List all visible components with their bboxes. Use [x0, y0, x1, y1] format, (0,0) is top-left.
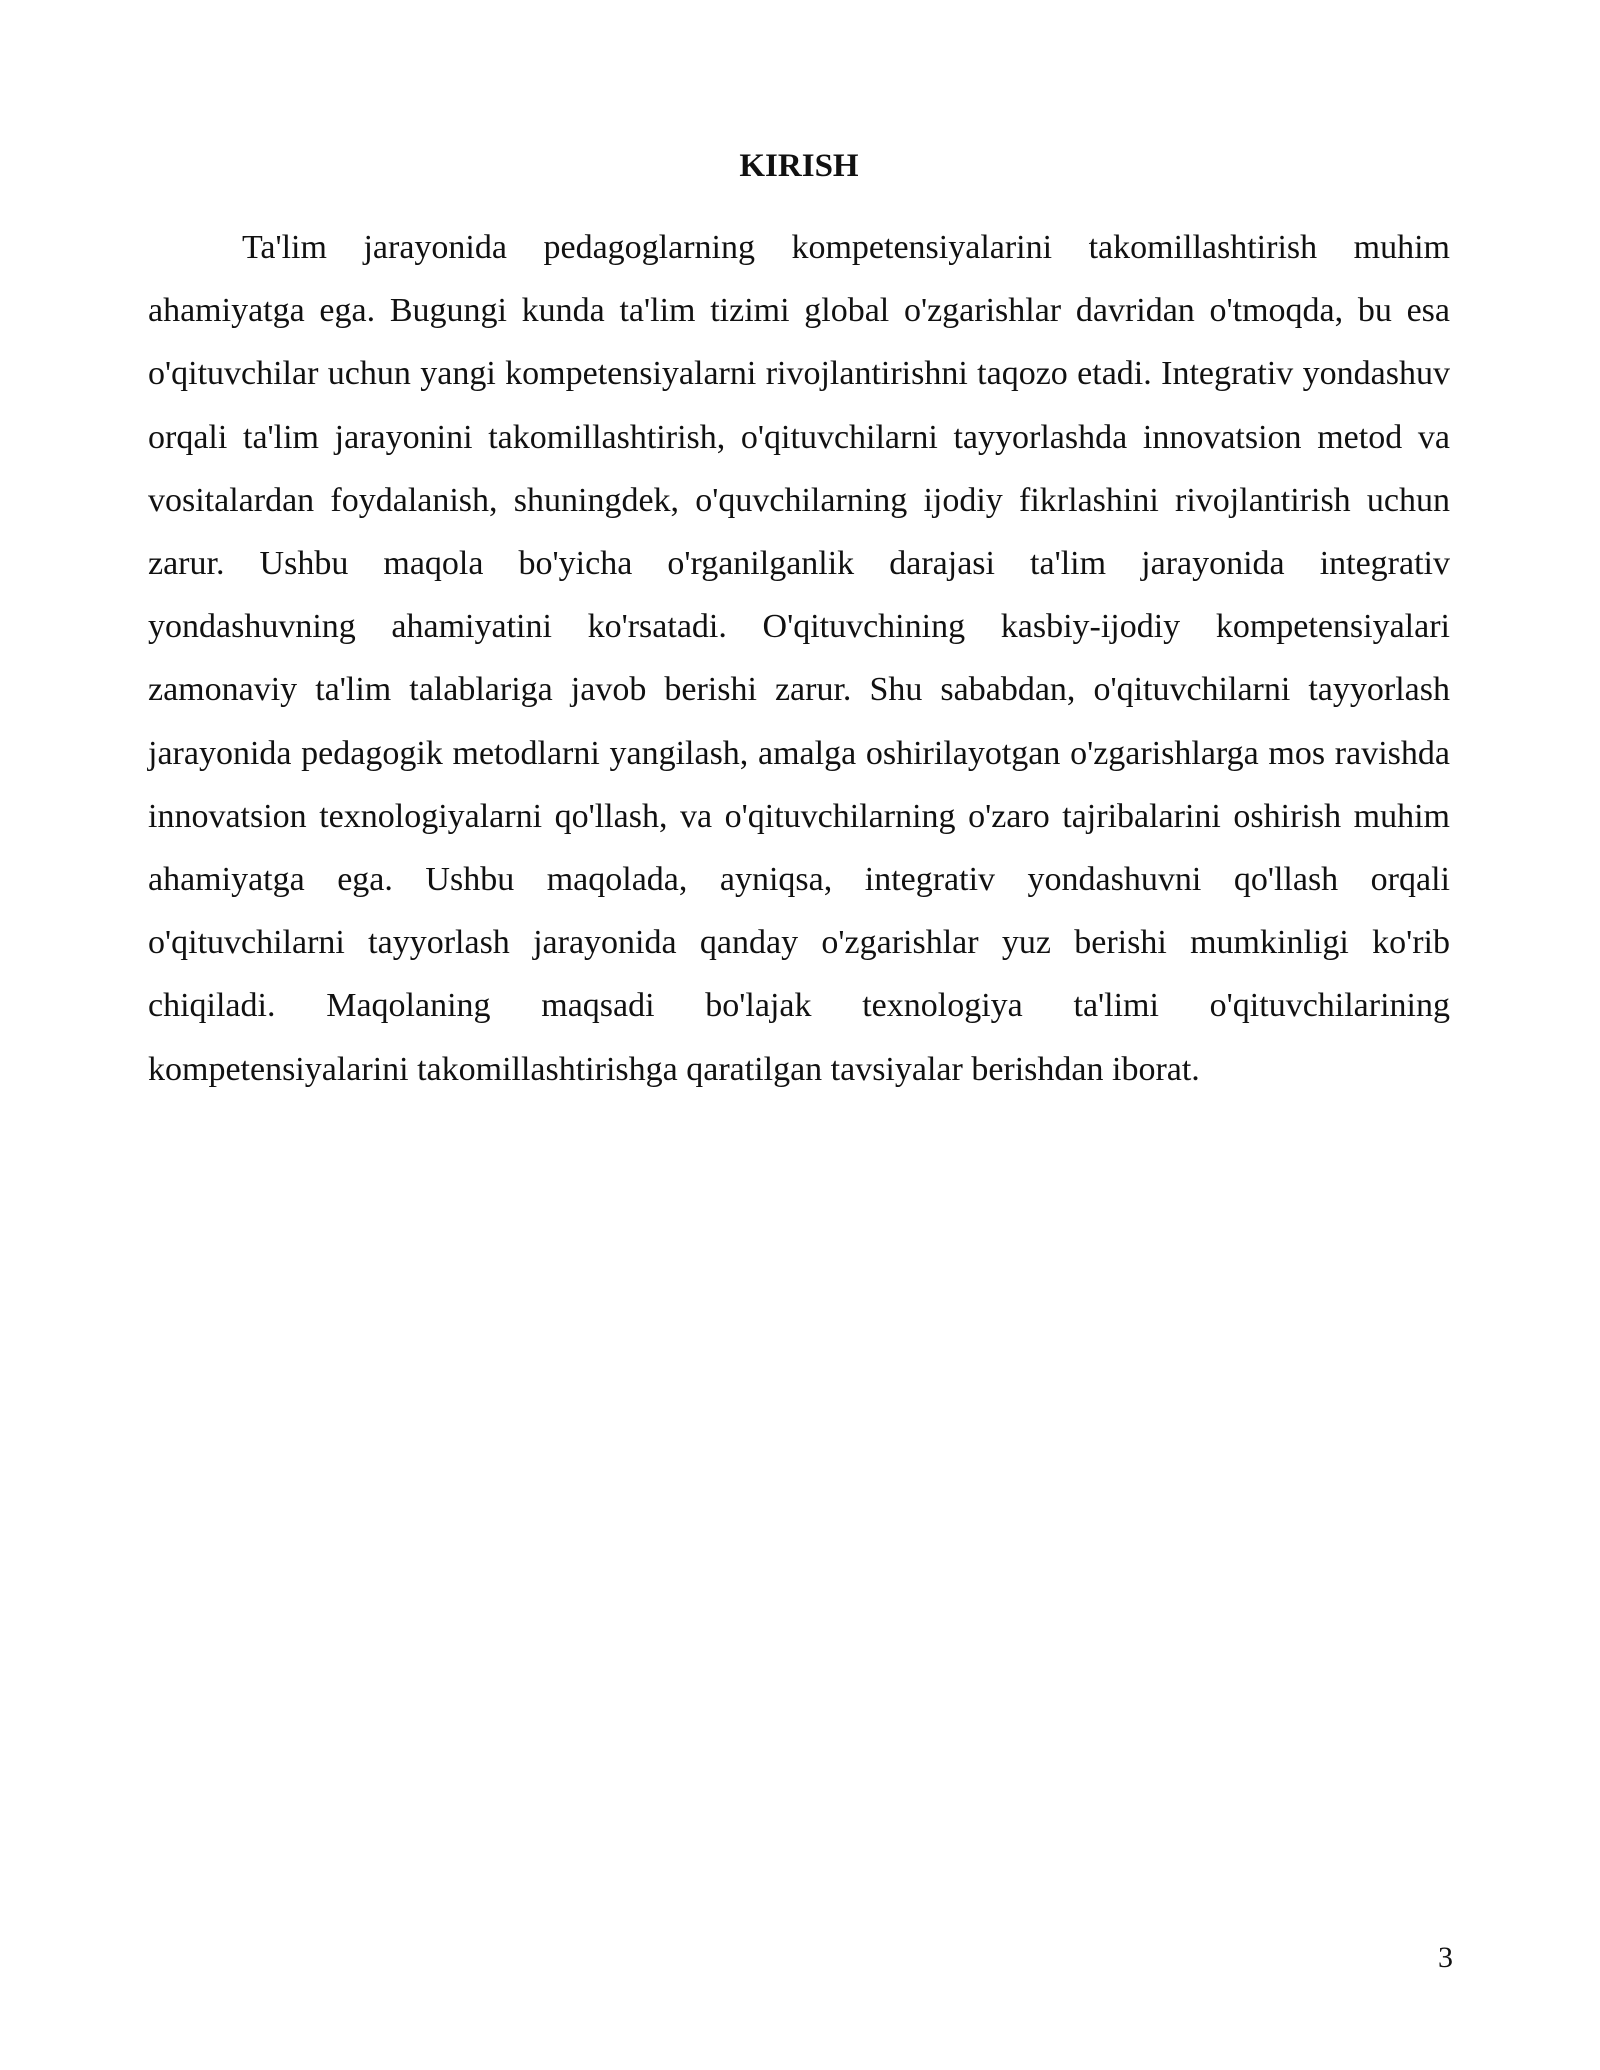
- section-heading: KIRISH: [739, 148, 859, 184]
- page-number: 3: [1438, 1941, 1453, 1974]
- body-paragraph: Ta'lim jarayonida pedagoglarning kompetensiyalarini takomillashtirish muhim ahamiyatga ega. Bugungi kunda ta'lim tizimi global o'zgarishlar davridan o'tmoqda, bu esa o'qituvchilar uchun yangi kompetensiyalarni rivojlantirishni taqozo etadi. Integrativ yondashuv orqali ta'lim jarayonini takomillashtirish, o'qituvchilarni tayyorlashda innovatsion metod va vositalardan foydalanish, shuningdek, o'quvchilarning ijodiy fikrlashini rivojlantirish uchun zarur. Ushbu maqola bo'yicha o'rganilganlik darajasi ta'lim jarayonida integrativ yondashuvning ahamiyatini ko'rsatadi. O'qituvchining kasbiy-ijodiy kompetensiyalari zamonaviy ta'lim talablariga javob berishi zarur. Shu sababdan, o'qituvchilarni tayyorlash jarayonida pedagogik metodlarni yangilash, amalga oshirilayotgan o'zgarishlarga mos ravishda innovatsion texnologiyalarni qo'llash, va o'qituvchilarning o'zaro tajribalarini oshirish muhim ahamiyatga ega. Ushbu maqolada, ayniqsa, integrativ yondashuvni qo'llash orqali o'qituvchilarni tayyorlash jarayonida qanday o'zgarishlar yuz berishi mumkinligi ko'rib chiqiladi. Maqolaning maqsadi bo'lajak texnologiya ta'limi o'qituvchilarining kompetensiyalarini takomillashtirishga qaratilgan tavsiyalar berishdan iborat.: [148, 229, 1450, 1088]
